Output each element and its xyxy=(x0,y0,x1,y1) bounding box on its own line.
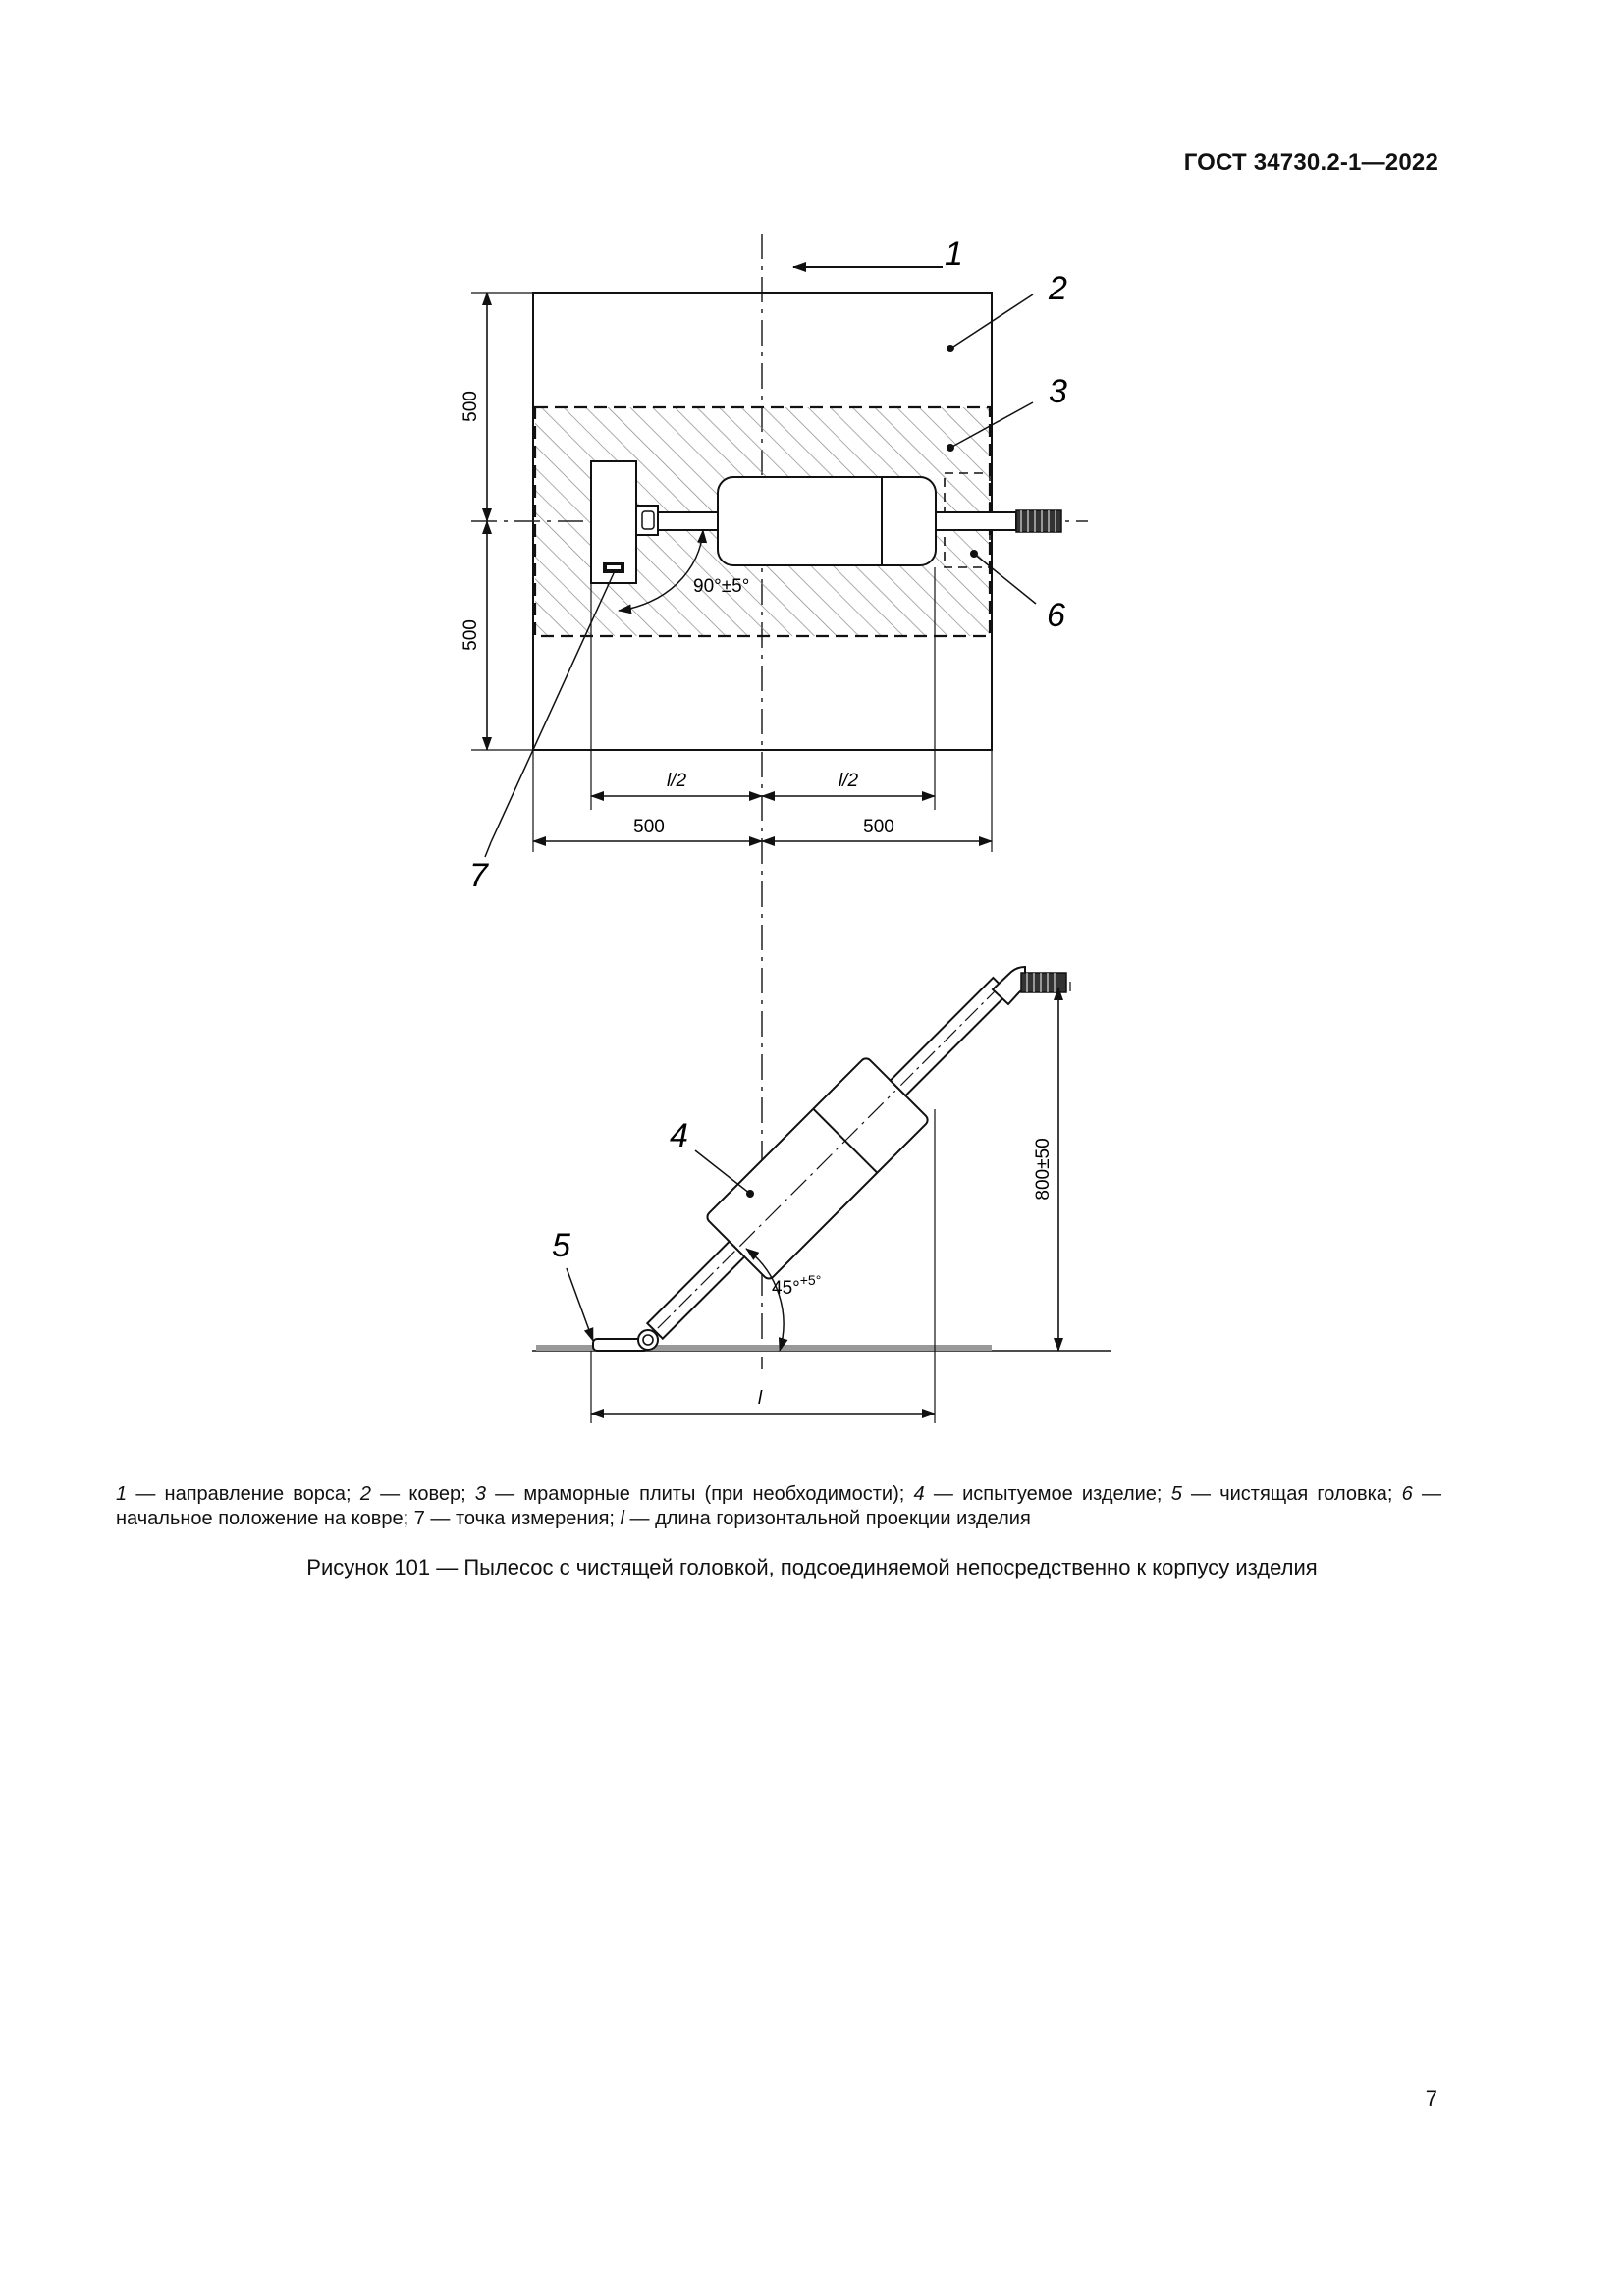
leader-4 xyxy=(695,1150,750,1194)
dim-left-l2: l/2 xyxy=(666,771,687,791)
handle-grip-side xyxy=(1021,973,1066,992)
figure-caption: Рисунок 101 — Пылесос с чистящей головкой, подсоединяемой непосредственно к корпусу изделия xyxy=(306,1555,1318,1579)
leader-5 xyxy=(567,1268,593,1341)
wand-top xyxy=(658,512,719,530)
callout-3: 3 xyxy=(1049,373,1067,410)
angle-label-side: 45°$^{+5^\circ}$ xyxy=(772,1272,822,1299)
cleaning-head-side xyxy=(593,1330,658,1351)
vacuum-side xyxy=(623,953,1033,1362)
dim-l: l xyxy=(757,1388,763,1409)
angle-label-top: 90°±5° xyxy=(693,576,750,597)
callout-1: 1 xyxy=(945,236,963,273)
figure-legend: 1 — направление ворса; 2 — ковер; 3 — мраморные плиты (при необходимости); 4 — испытуемое изделие; 5 — чистящая головка; 6 — начальное положение на ковре; 7 — точка измерения; l — длина горизонтальной проекции изделия xyxy=(116,1483,1441,1529)
callout-2: 2 xyxy=(1049,270,1067,307)
callout-5: 5 xyxy=(552,1227,570,1264)
dim-top-500: 500 xyxy=(460,391,481,422)
dim-right-500: 500 xyxy=(863,817,894,837)
vacuum-body-top xyxy=(718,477,936,565)
page-number: 7 xyxy=(1425,2086,1437,2110)
callout-6: 6 xyxy=(1047,597,1065,634)
dot-4 xyxy=(746,1190,754,1198)
dot-3 xyxy=(947,444,954,452)
dim-right-l2: l/2 xyxy=(838,771,859,791)
callout-7: 7 xyxy=(469,857,488,894)
handle-top xyxy=(936,510,1061,532)
dim-bottom-500: 500 xyxy=(460,619,481,651)
document-header: ГОСТ 34730.2-1—2022 xyxy=(1183,149,1438,176)
leader-7b xyxy=(485,842,491,857)
dot-2 xyxy=(947,345,954,352)
callout-4: 4 xyxy=(670,1117,688,1154)
dim-left-500: 500 xyxy=(633,817,665,837)
dim-height: 800±50 xyxy=(1033,1138,1054,1201)
dot-6 xyxy=(970,550,978,558)
